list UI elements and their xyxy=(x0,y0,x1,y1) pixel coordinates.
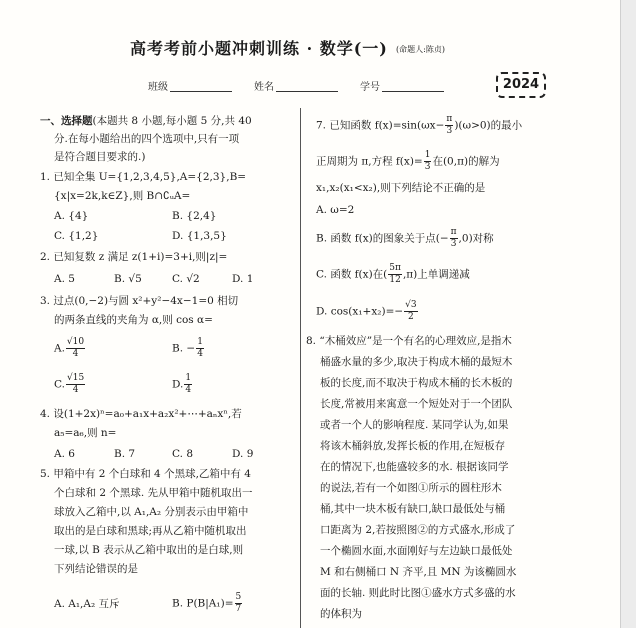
q4-option-d: D. 9 xyxy=(232,448,254,460)
q3-option-b: B. − $\frac{1}{4}$ xyxy=(172,337,203,359)
author-note: (命题人:陈贞) xyxy=(396,45,445,54)
q4-line-1: 4. 设(1+2x)ⁿ=a₀+a₁x+a₂x²+⋯+aₙxⁿ,若 xyxy=(40,408,242,420)
q7-option-b: B. 函数 f(x)的图象关于点(− $\frac{\pi}{3}$ ,0)对称 xyxy=(316,227,494,249)
q5-line-1: 5. 甲箱中有 2 个白球和 4 个黑球,乙箱中有 4 xyxy=(40,468,251,480)
q3-option-c: C. $\frac{√15}{4}$ xyxy=(54,373,85,395)
section-title: 一、选择题 xyxy=(40,115,93,127)
q5-option-b: B. P(B|A₁)= $\frac{5}{7}$ xyxy=(172,592,242,614)
name-blank xyxy=(276,91,338,92)
q4-option-a: A. 6 xyxy=(54,448,75,460)
q8-line-6: 将该木桶斜放,发挥长板的作用,在短板存 xyxy=(320,440,506,452)
class-label: 班级 xyxy=(148,82,168,93)
q8-line-11: 一个椭圆水面,水面刚好与左边缺口最低处 xyxy=(320,545,513,557)
q7-line-1: 7. 已知函数 f(x)=sin(ωx− $\frac{\pi}{3}$ )(ω>0)的最小 xyxy=(316,114,523,136)
q1-option-c: C. {1,2} xyxy=(54,230,99,242)
q1-option-a: A. {4} xyxy=(54,210,89,222)
q5-option-a: A. A₁,A₂ 互斥 xyxy=(54,598,120,610)
q8-line-12: M 和右侧桶口 N 齐平,且 MN 为该椭圆水 xyxy=(320,566,517,578)
q7-line-2: 正周期为 π,方程 f(x)= $\frac{1}{3}$ 在(0,π)的解为 xyxy=(316,150,500,172)
q8-line-3: 板的长度,而不取决于构成木桶的长木板的 xyxy=(320,377,513,389)
q4-option-b: B. 7 xyxy=(114,448,136,460)
id-blank xyxy=(382,91,444,92)
class-field xyxy=(148,78,232,93)
q8-line-9: 桶,其中一块木板有缺口,缺口最低处与桶 xyxy=(320,503,506,515)
q1-line-1: 1. 已知全集 U={1,2,3,4,5},A={2,3},B= xyxy=(40,171,247,183)
q8-line-1: 8. “木桶效应”是一个有名的心理效应,是指木 xyxy=(306,335,512,347)
column-divider xyxy=(300,108,301,628)
q7-line-3: x₁,x₂(x₁<x₂),则下列结论不正确的是 xyxy=(316,182,486,194)
q3-option-a: A. $\frac{√10}{4}$ xyxy=(54,337,85,359)
q5-line-3: 球放入乙箱中,以 A₁,A₂ 分别表示由甲箱中 xyxy=(54,506,249,518)
q4-line-2: a₅=a₆,则 n= xyxy=(54,427,117,439)
q5-line-5: 一球,以 B 表示从乙箱中取出的是白球,则 xyxy=(54,544,244,556)
q2-line-1: 2. 已知复数 z 满足 z(1+i)=3+i,则|z|= xyxy=(40,251,228,263)
q8-line-7: 在的情况下,也能盛较多的水. 根据该同学 xyxy=(320,461,509,473)
section-desc-3: 是符合题目要求的.) xyxy=(54,151,146,163)
id-field xyxy=(360,78,444,93)
q5-line-4: 取出的是白球和黑球;再从乙箱中随机取出 xyxy=(54,525,247,537)
q1-line-2: {x|x=2k,k∈Z},则 B∩∁ᵤA= xyxy=(54,190,191,202)
q2-option-d: D. 1 xyxy=(232,273,254,285)
q2-option-c: C. √2 xyxy=(172,273,200,285)
q3-line-1: 3. 过点(0,−2)与圆 x²+y²−4x−1=0 相切 xyxy=(40,295,239,307)
page-edge xyxy=(620,0,636,628)
class-blank xyxy=(170,91,232,92)
id-label: 学号 xyxy=(360,82,380,93)
section-desc-1: (本题共 8 小题,每小题 5 分,共 40 xyxy=(92,115,252,127)
section-desc-2: 分.在每小题给出的四个选项中,只有一项 xyxy=(54,133,240,145)
q2-option-a: A. 5 xyxy=(54,273,75,285)
q8-line-10: 口距离为 2,若按照图②的方式盛水,形成了 xyxy=(320,524,516,536)
name-field xyxy=(254,78,338,93)
year-badge: 2024 xyxy=(496,72,546,98)
q8-line-4: 长度,常被用来寓意一个短处对于一个团队 xyxy=(320,398,513,410)
q8-line-5: 或者一个人的影响程度. 某同学认为,如果 xyxy=(320,419,509,431)
q8-line-14: 的体积为 xyxy=(320,608,362,620)
q5-line-2: 个白球和 2 个黑球. 先从甲箱中随机取出一 xyxy=(54,487,253,499)
q3-option-d: D. $\frac{1}{4}$ xyxy=(172,373,192,395)
q3-line-2: 的两条直线的夹角为 α,则 cos α= xyxy=(54,314,213,326)
name-label: 姓名 xyxy=(254,82,274,93)
q7-option-c: C. 函数 f(x)在( $\frac{5\pi}{12}$ ,π)上单调递减 xyxy=(316,263,470,285)
q7-option-a: A. ω=2 xyxy=(316,204,355,216)
q8-line-8: 的说法,若有一个如图①所示的圆柱形木 xyxy=(320,482,502,494)
q8-line-13: 面的长轴. 则此时比图①盛水方式多盛的水 xyxy=(320,587,516,599)
q7-option-d: D. cos(x₁+x₂)=− $\frac{√3}{2}$ xyxy=(316,300,417,322)
q5-line-6: 下列结论错误的是 xyxy=(54,563,138,575)
q4-option-c: C. 8 xyxy=(172,448,194,460)
section-header xyxy=(40,114,252,128)
q1-option-d: D. {1,3,5} xyxy=(172,230,227,242)
page-title: 高考考前小题冲刺训练 · 数学(一) xyxy=(130,39,388,58)
q2-option-b: B. √5 xyxy=(114,273,142,285)
q1-option-b: B. {2,4} xyxy=(172,210,217,222)
q8-line-2: 桶盛水量的多少,取决于构成木桶的最短木 xyxy=(320,356,513,368)
